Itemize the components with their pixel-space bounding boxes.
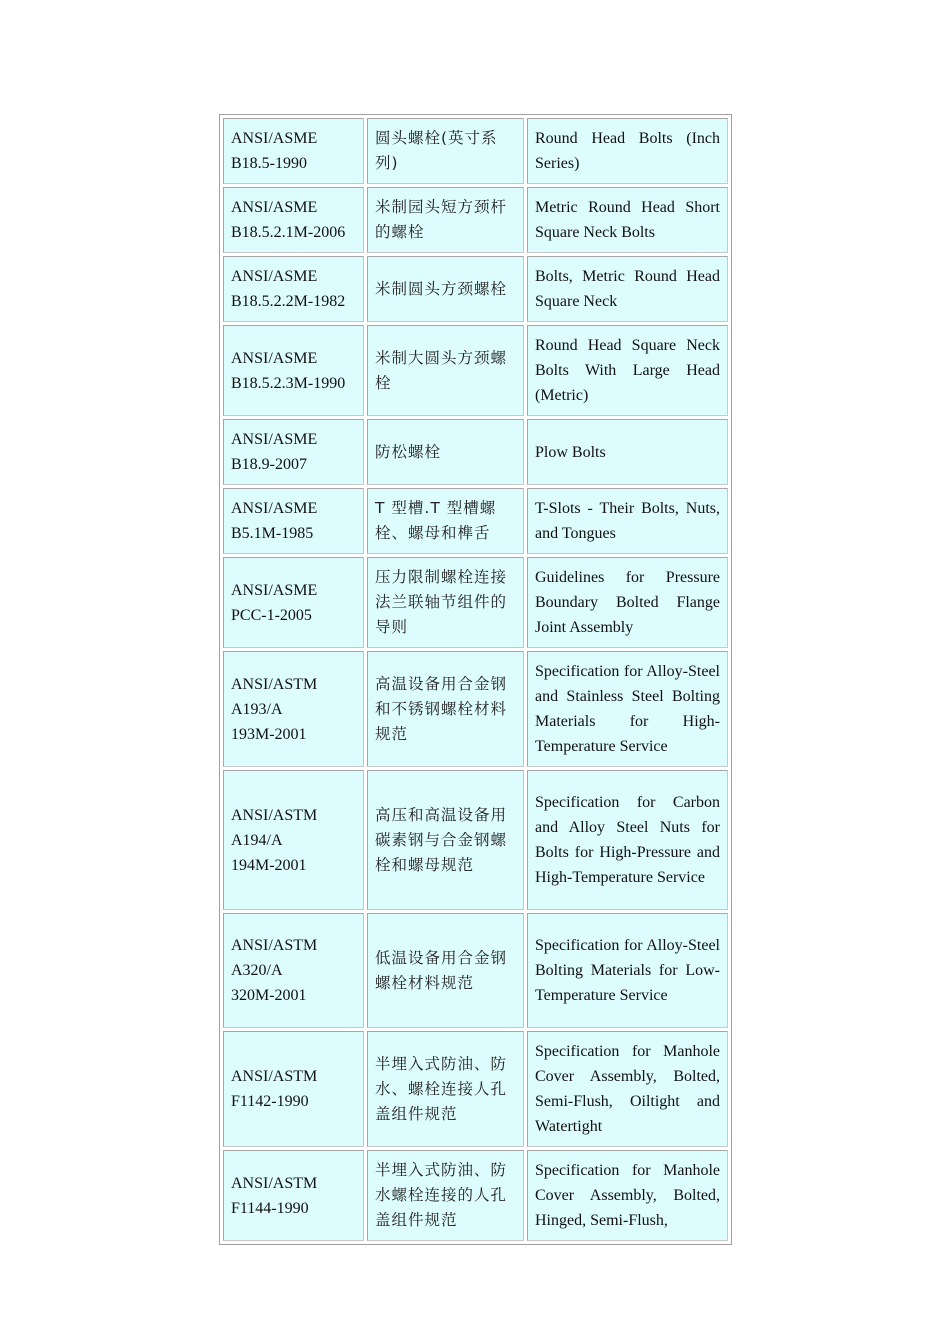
standard-code-line: ANSI/ASTM (231, 1068, 318, 1085)
chinese-title-cell: 高温设备用合金钢和不锈钢螺栓材料规范 (367, 651, 524, 767)
chinese-title-cell: 米制圆头方颈螺栓 (367, 256, 524, 322)
english-title-cell: Round Head Bolts (Inch Series) (527, 118, 728, 184)
standard-code-cell (223, 187, 364, 253)
standard-code-line: B18.5.2.1M-2006 (231, 224, 346, 241)
standard-code-line: ANSI/ASTM (231, 1174, 318, 1192)
table-row (223, 419, 728, 485)
chinese-title-cell: T 型槽.T 型槽螺栓、螺母和榫舌 (367, 488, 524, 554)
english-title-cell: Plow Bolts (527, 419, 728, 485)
table-row (223, 651, 728, 767)
english-title-cell: Specification for Carbon and Alloy Steel Nuts for Bolts for High-Pressure and High-Temperature Service (527, 770, 728, 910)
standard-code-line: ANSI/ASME (231, 268, 318, 285)
chinese-title-cell: 米制园头短方颈杆的螺栓 (367, 187, 524, 253)
standard-code-cell (223, 557, 364, 648)
table-row (223, 557, 728, 648)
table-row (223, 1031, 728, 1147)
english-title-cell: T-Slots - Their Bolts, Nuts, and Tongues (527, 488, 728, 554)
standard-code-line: ANSI/ASME (231, 349, 318, 367)
table-row (223, 913, 728, 1028)
standard-code-line: 320M-2001 (231, 987, 307, 1004)
standard-code-cell (223, 770, 364, 910)
standard-code-cell (223, 118, 364, 184)
standard-code-line: A194/A (231, 831, 283, 849)
english-title-cell: Specification for Alloy-Steel and Stainless Steel Bolting Materials for High-Temperature Service (527, 651, 728, 767)
standard-code-cell (223, 1031, 364, 1147)
standard-code-line: B18.5-1990 (231, 155, 307, 172)
standard-code-cell (223, 325, 364, 416)
standard-code-line: ANSI/ASME (231, 130, 318, 147)
table-row (223, 256, 728, 322)
standard-code-line: 193M-2001 (231, 725, 307, 743)
standard-code-line: ANSI/ASTM (231, 937, 318, 954)
english-title-cell: Guidelines for Pressure Boundary Bolted Flange Joint Assembly (527, 557, 728, 648)
standard-code-line: F1144-1990 (231, 1199, 309, 1217)
standard-code-line: A193/A (231, 700, 283, 718)
standard-code-line: ANSI/ASTM (231, 806, 318, 824)
chinese-title-cell: 压力限制螺栓连接法兰联轴节组件的导则 (367, 557, 524, 648)
standard-code-line: ANSI/ASTM (231, 675, 318, 693)
chinese-title-cell: 防松螺栓 (367, 419, 524, 485)
table-row (223, 187, 728, 253)
english-title-cell: Metric Round Head Short Square Neck Bolts (527, 187, 728, 253)
standard-code-line: 194M-2001 (231, 856, 307, 874)
english-title-cell: Specification for Alloy-Steel Bolting Materials for Low-Temperature Service (527, 913, 728, 1028)
standard-code-cell (223, 419, 364, 485)
standard-code-line: PCC-1-2005 (231, 606, 312, 624)
table-row (223, 325, 728, 416)
table-row (223, 770, 728, 910)
standards-table (219, 114, 732, 1245)
standards-table-body (223, 118, 728, 1241)
standard-code-line: F1142-1990 (231, 1093, 309, 1110)
table-row (223, 488, 728, 554)
standard-code-cell (223, 913, 364, 1028)
chinese-title-cell: 半埋入式防油、防水、螺栓连接人孔盖组件规范 (367, 1031, 524, 1147)
standard-code-line: B18.5.2.2M-1982 (231, 293, 346, 310)
english-title-cell: Specification for Manhole Cover Assembly, Bolted, Semi-Flush, Oiltight and Watertight (527, 1031, 728, 1147)
standard-code-line: ANSI/ASME (231, 581, 318, 599)
table-row (223, 118, 728, 184)
standard-code-line: ANSI/ASME (231, 500, 318, 517)
standard-code-line: B5.1M-1985 (231, 525, 314, 542)
standard-code-cell (223, 1150, 364, 1241)
chinese-title-cell: 半埋入式防油、防水螺栓连接的人孔盖组件规范 (367, 1150, 524, 1241)
chinese-title-cell: 高压和高温设备用碳素钢与合金钢螺栓和螺母规范 (367, 770, 524, 910)
chinese-title-cell: 米制大圆头方颈螺栓 (367, 325, 524, 416)
standard-code-cell (223, 256, 364, 322)
english-title-cell: Round Head Square Neck Bolts With Large Head (Metric) (527, 325, 728, 416)
chinese-title-cell: 圆头螺栓(英寸系列) (367, 118, 524, 184)
standard-code-line: ANSI/ASME (231, 431, 318, 448)
table-row (223, 1150, 728, 1241)
english-title-cell: Specification for Manhole Cover Assembly, Bolted, Hinged, Semi-Flush, (527, 1150, 728, 1241)
chinese-title-cell: 低温设备用合金钢螺栓材料规范 (367, 913, 524, 1028)
standard-code-line: ANSI/ASME (231, 199, 318, 216)
standard-code-cell (223, 488, 364, 554)
standard-code-line: B18.9-2007 (231, 456, 307, 473)
english-title-cell: Bolts, Metric Round Head Square Neck (527, 256, 728, 322)
standard-code-line: B18.5.2.3M-1990 (231, 374, 346, 392)
standard-code-cell (223, 651, 364, 767)
standard-code-line: A320/A (231, 962, 283, 979)
